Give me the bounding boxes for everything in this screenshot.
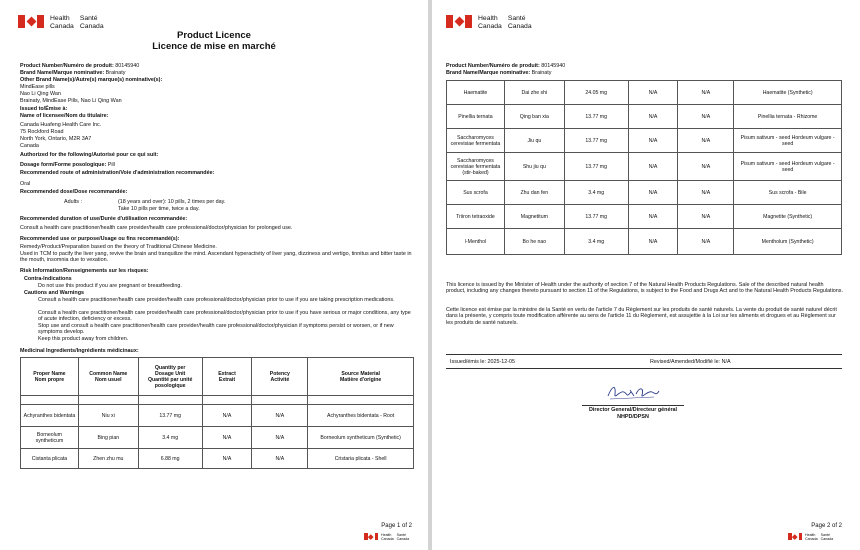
cell-common-name: Dai zhe shi (504, 81, 564, 105)
table-header-row (21, 358, 414, 396)
issued-date: Issued/émis le: 2025-12-05 (450, 359, 516, 365)
cell-extract: N/A (202, 449, 252, 469)
other-brand-1: MindEase pills (20, 84, 55, 90)
cell-quantity: 24.05 mg (564, 81, 628, 105)
licensee-line-3: North York, Ontario, M2R 3A7 (20, 136, 92, 142)
cell-source: Haematite (Synthetic) (734, 81, 842, 105)
cell-common-name: Qing ban xia (504, 105, 564, 129)
cell-extract: N/A (628, 105, 678, 129)
cell-potency: N/A (252, 449, 308, 469)
cell-proper-name: Saccharomyces cerevisiae fermentata (447, 129, 505, 153)
duration-value: Consult a health care practitioner/health care provider/health care professional/doctor/physician for prolonged use. (20, 225, 293, 231)
cell-quantity: 3.4 mg (138, 427, 202, 449)
cell-extract: N/A (202, 427, 252, 449)
page-number-2: Page 2 of 2 (811, 523, 842, 529)
issued-bottom-rule (446, 368, 842, 369)
agency-health-en: Health (50, 15, 70, 22)
footer-canada-fr: Canada (820, 537, 834, 541)
other-brands-label: Other Brand Name(s)/Autre(s) marque(s) nominative(s): (20, 77, 163, 83)
cell-common-name: Zhu dan fen (504, 181, 564, 205)
cell-proper-name: Cistanta plicata (21, 449, 79, 469)
cell-quantity: 13.77 mg (564, 105, 628, 129)
cell-proper-name: Achyranthes bidentata (21, 405, 79, 427)
ingredients-table-1 (20, 357, 414, 469)
dose-line-2: Take 10 pills per time, twice a day. (118, 206, 200, 212)
caution-3: Stop use and consult a health care practitioner/health care provider/health care professional/doctor/physician if symptoms persist or worsen, or if new symptoms develop. (38, 323, 394, 336)
duration-label: Recommended duration of use/Durée d'utilisation recommandée: (20, 216, 188, 222)
cell-source: Achyranthes bidentata - Root (308, 405, 414, 427)
table-row (447, 81, 842, 105)
issued-to-label: Issued to/Émise à: (20, 106, 68, 112)
cell-potency: N/A (678, 81, 734, 105)
page-title-en: Product Licence (177, 30, 251, 41)
risk-label: Risk Information/Renseignements sur les risques: (20, 268, 149, 274)
cell-source: Pisum sativum - seed Hordeum vulgare - seed (734, 153, 842, 181)
purpose-label: Recommended use or purpose/Usage ou fins recommandé(s): (20, 236, 180, 242)
licence-text-fr: Cette licence est émise par la ministre de la Santé en vertu de l'article 7 du Règlement sur les produits de santé naturels. La vente du produit de santé naturel décrit dans la présente, y compris toute modification afférente au sens de l'article 11 du Règlement, est assujettie à la Loi sur les aliments et drogues et au Règlement sur les produits de santé naturels. (446, 307, 837, 326)
agency-canada-en: Canada (478, 22, 502, 30)
caution-4: Keep this product away from children. (38, 336, 129, 342)
licensee-line-2: 75 Rockford Road (20, 129, 64, 135)
cell-source: Sus scrofa - Bile (734, 181, 842, 205)
dosage-form: Dosage form/Forme posologique: Pill (20, 162, 115, 168)
footer-canada-en: Canada (805, 537, 818, 541)
cell-extract: N/A (202, 405, 252, 427)
cell-quantity: 3.4 mg (564, 181, 628, 205)
other-brand-3: Brainaty, MindEase Pills, Nao Li Qing Wan (20, 98, 122, 104)
caution-1: Consult a health care practitioner/health care provider/health care professional/doctor/physician prior to use if you are taking prescription medications. (38, 297, 395, 303)
health-canada-logo (446, 15, 532, 30)
medicinal-label: Medicinal Ingredients/Ingrédients médicinaux: (20, 348, 139, 354)
table-row (21, 449, 414, 469)
director-title: Director General/Directeur général (588, 407, 678, 413)
cell-source: Pisum sativum - seed Hordeum vulgare - seed (734, 129, 842, 153)
revised-date: Revised/Amended/Modifié le: N/A (650, 359, 731, 365)
caution-label: Cautions and Warnings (24, 290, 84, 296)
cell-common-name: Magnetitum (504, 205, 564, 229)
cell-proper-name: Saccharomyces cerevisiae fermentata (stir-baked) (447, 153, 505, 181)
issued-top-rule (446, 354, 842, 355)
purpose-line-2: Used in TCM to pacify the liver yang, revive the brain and tranquilize the mind. Ascendant hyperactivity of liver yang, dizziness and vertigo, tinnitus and bitter taste in the mouth, insomnia due to vexation. (20, 251, 412, 264)
authorized-label: Authorized for the following/Autorisé pour ce qui suit: (20, 152, 159, 158)
contra-label: Contra-Indications (24, 276, 72, 282)
director-unit: NHPD/DPSN (617, 414, 649, 420)
cell-source: Borneolum syntheticum (Synthetic) (308, 427, 414, 449)
cell-potency: N/A (252, 405, 308, 427)
licensee-label: Name of licensee/Nom du titulaire: (20, 113, 109, 119)
cell-potency: N/A (678, 229, 734, 255)
cell-extract: N/A (628, 81, 678, 105)
footer-logo (364, 533, 409, 541)
table-row (447, 153, 842, 181)
agency-canada-fr: Canada (79, 22, 104, 30)
brand-name: Brand Name/Marque nominative: Brainaty (20, 70, 126, 76)
cell-common-name: Bing pian (78, 427, 138, 449)
licence-page-2 (432, 0, 860, 550)
cell-potency: N/A (678, 205, 734, 229)
table-row (21, 405, 414, 427)
cell-extract: N/A (628, 153, 678, 181)
cell-source: Cristaria plicata - Shell (308, 449, 414, 469)
route-label: Recommended route of administration/Voie d'administration recommandée: (20, 170, 215, 176)
footer-health-en: Health (805, 533, 816, 537)
table-row (447, 205, 842, 229)
canada-flag-icon (18, 15, 44, 28)
canada-flag-icon (364, 533, 378, 540)
cell-common-name: Jiu qu (504, 129, 564, 153)
dose-line-1: (18 years and over): 10 pills, 2 times per day. (118, 199, 226, 205)
cell-extract: N/A (628, 181, 678, 205)
cell-source: Pinellia ternata - Rhizome (734, 105, 842, 129)
purpose-line-1: Remedy/Product/Preparation based on the theory of Traditional Chinese Medicine. (20, 244, 217, 250)
page-title-fr: Licence de mise en marché (152, 41, 276, 52)
other-brand-2: Nao Li Qing Wan (20, 91, 61, 97)
route-value: Oral (20, 181, 31, 187)
dose-adults: Adults : (64, 199, 82, 205)
cell-proper-name: Borneolum syntheticum (21, 427, 79, 449)
agency-canada-fr: Canada (507, 22, 532, 30)
agency-canada-en: Canada (50, 22, 74, 30)
cell-quantity: 13.77 mg (564, 153, 628, 181)
caution-2: Consult a health care practitioner/health care provider/health care professional/doctor/physician prior to use if you have serious or major conditions, any type of acute infection, deficiency or excess. (38, 310, 411, 323)
canada-flag-icon (788, 533, 802, 540)
director-signature (604, 380, 662, 404)
licensee-line-4: Canada (20, 143, 39, 149)
table-spacer-row (21, 396, 414, 405)
agency-health-en: Health (478, 15, 498, 22)
footer-canada-en: Canada (381, 537, 394, 541)
header-potency: Potency Activité (252, 358, 308, 396)
cell-common-name: Bo he nao (504, 229, 564, 255)
cell-extract: N/A (628, 229, 678, 255)
cell-potency: N/A (252, 427, 308, 449)
cell-source: Mentholum (Synthetic) (734, 229, 842, 255)
header-common-name: Common Name Nom usuel (78, 358, 138, 396)
cell-proper-name: Haematite (447, 81, 505, 105)
agency-health-fr: Santé (507, 15, 526, 22)
footer-health-fr: Santé (396, 533, 406, 537)
cell-potency: N/A (678, 105, 734, 129)
product-number: Product Number/Numéro de produit: 80145940 (20, 63, 140, 69)
cell-quantity: 6.88 mg (138, 449, 202, 469)
header-extract: Extract Extrait (202, 358, 252, 396)
cell-extract: N/A (628, 129, 678, 153)
product-number: Product Number/Numéro de produit: 80145940 (446, 63, 566, 69)
table-row (447, 229, 842, 255)
contra-value: Do not use this product if you are pregnant or breastfeeding. (38, 283, 182, 289)
table-row (447, 129, 842, 153)
licence-page-1 (0, 0, 428, 550)
cell-source: Magnetite (Synthetic) (734, 205, 842, 229)
cell-common-name: Zhen zhu mu (78, 449, 138, 469)
cell-common-name: Niu xi (78, 405, 138, 427)
cell-quantity: 13.77 mg (564, 129, 628, 153)
header-source: Source Material Matière d'origine (308, 358, 414, 396)
footer-health-fr: Santé (820, 533, 830, 537)
licensee-line-1: Canada Huafeng Health Care Inc. (20, 122, 102, 128)
cell-proper-name: Pinellia ternata (447, 105, 505, 129)
table-row (21, 427, 414, 449)
cell-quantity: 13.77 mg (138, 405, 202, 427)
cell-potency: N/A (678, 153, 734, 181)
cell-potency: N/A (678, 129, 734, 153)
health-canada-logo (18, 15, 104, 30)
cell-proper-name: l-Menthol (447, 229, 505, 255)
footer-logo (788, 533, 833, 541)
page-number-1: Page 1 of 2 (381, 523, 412, 529)
cell-potency: N/A (678, 181, 734, 205)
agency-health-fr: Santé (79, 15, 98, 22)
footer-canada-fr: Canada (396, 537, 410, 541)
header-proper-name: Proper Name Nom propre (21, 358, 79, 396)
cell-quantity: 3.4 mg (564, 229, 628, 255)
cell-proper-name: Triiron tetraoxide (447, 205, 505, 229)
footer-health-en: Health (381, 533, 392, 537)
cell-proper-name: Sus scrofa (447, 181, 505, 205)
cell-quantity: 13.77 mg (564, 205, 628, 229)
table-row (447, 105, 842, 129)
header-quantity: Quantity per Dosage Unit Quantité par unité posologique (138, 358, 202, 396)
brand-name: Brand Name/Marque nominative: Brainaty (446, 70, 552, 76)
signature-line (582, 405, 684, 406)
cell-extract: N/A (628, 205, 678, 229)
cell-common-name: Shu jiu qu (504, 153, 564, 181)
licence-text-en: This licence is issued by the Minister of Health under the authority of section 7 of the Natural Health Products Regulations. Sale of the described natural health product, including any changes thereto pursuant to section 11 of the Regulations, is subject to the Food and Drugs Act and to the Natural Health Products Regulations. (446, 282, 843, 295)
table-row (447, 181, 842, 205)
ingredients-table-2 (446, 80, 842, 255)
canada-flag-icon (446, 15, 472, 28)
dose-label: Recommended dose/Dose recommandée: (20, 189, 128, 195)
